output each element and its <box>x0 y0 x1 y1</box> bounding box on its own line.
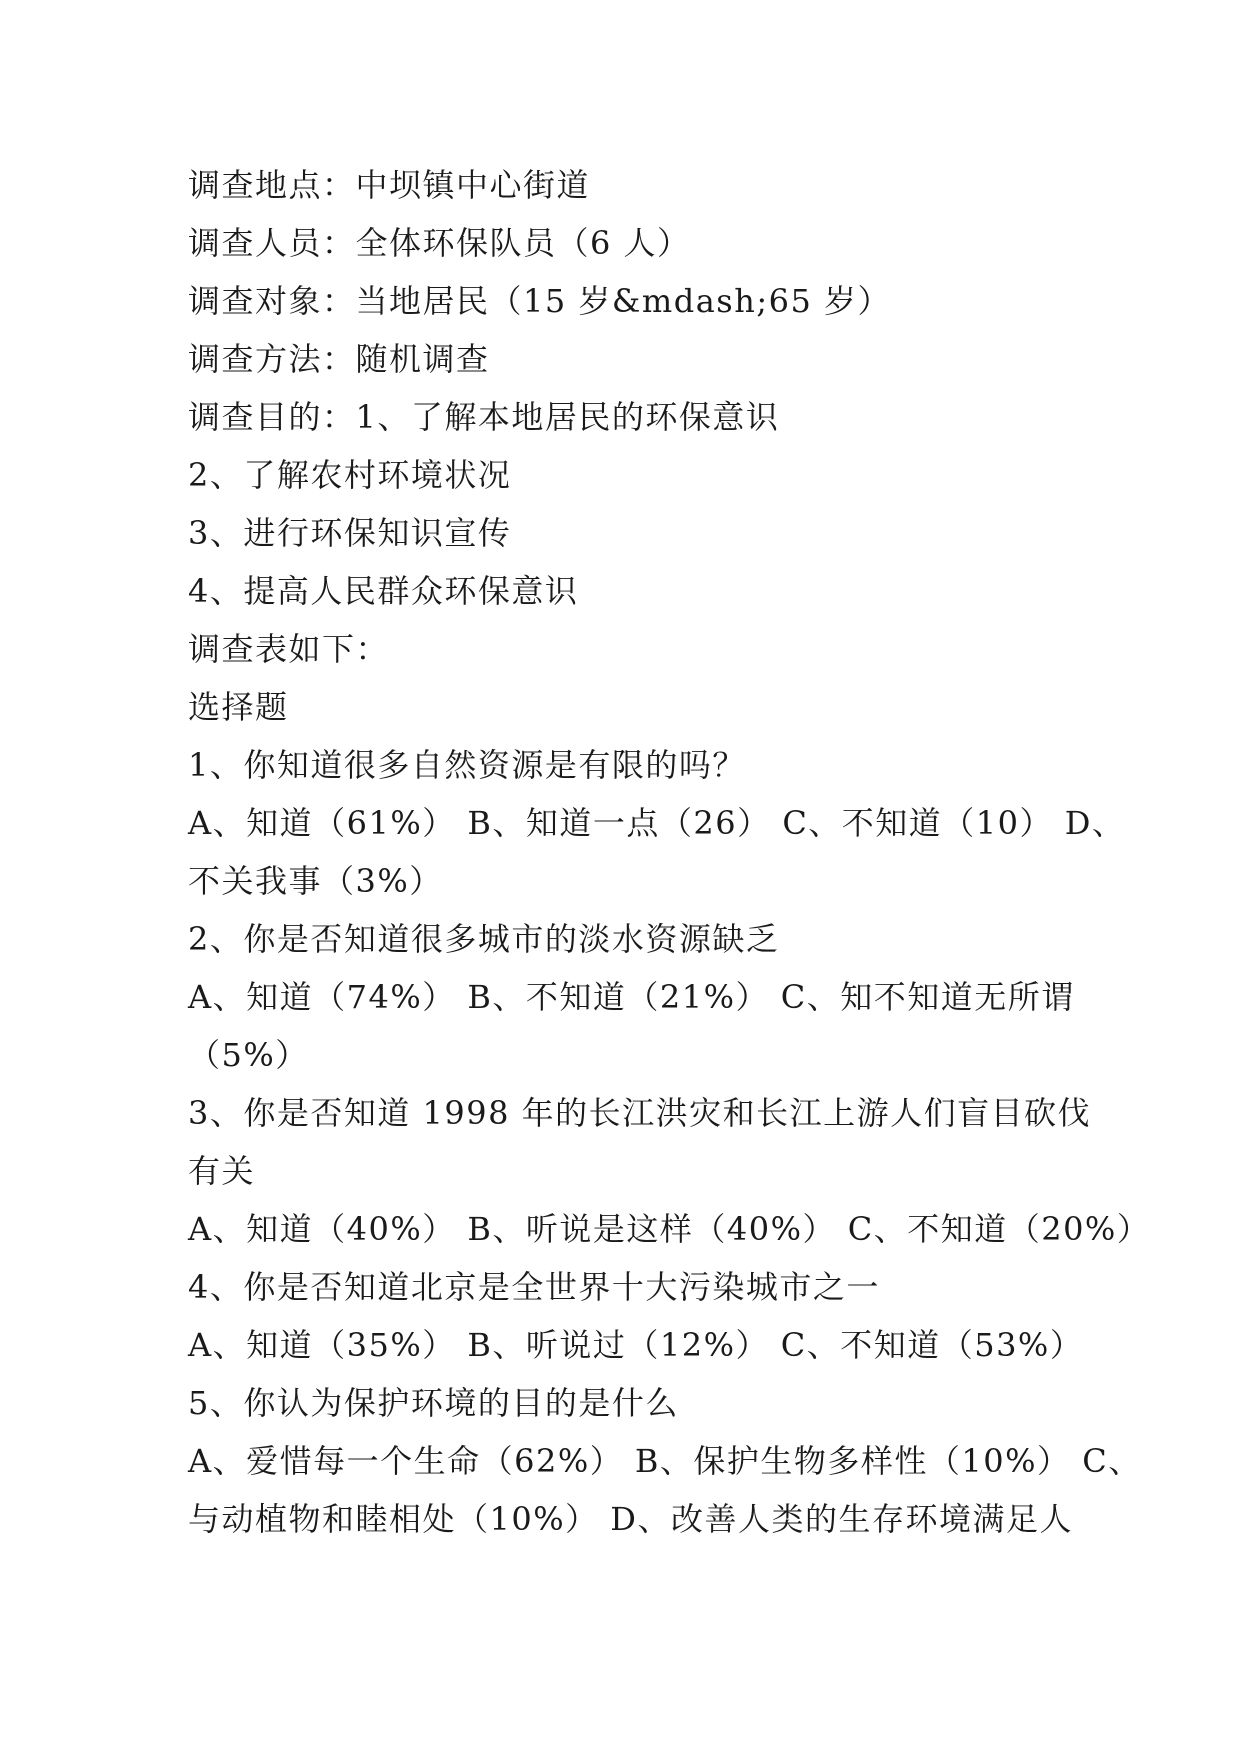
answer-options: A、知道（74%） B、不知道（21%） C、知不知道无所谓 <box>188 978 1075 1016</box>
survey-purpose-item: 3、进行环保知识宣传 <box>188 514 512 552</box>
answer-options: 与动植物和睦相处（10%） D、改善人类的生存环境满足人 <box>188 1500 1073 1538</box>
survey-table-heading: 调查表如下： <box>188 630 390 668</box>
answer-options: A、知道（35%） B、听说过（12%） C、不知道（53%） <box>188 1326 1084 1364</box>
survey-staff-line: 调查人员：全体环保队员（6 人） <box>188 224 691 262</box>
survey-location-line: 调查地点：中坝镇中心街道 <box>188 166 591 204</box>
survey-purpose-line: 调查目的：1、了解本地居民的环保意识 <box>188 398 780 436</box>
question-text: 有关 <box>188 1152 256 1190</box>
document-body <box>188 156 1151 1548</box>
question-text: 1、你知道很多自然资源是有限的吗？ <box>188 746 746 784</box>
answer-options: （5%） <box>188 1036 309 1074</box>
survey-purpose-item: 2、了解农村环境状况 <box>188 456 512 494</box>
question-text: 3、你是否知道 1998 年的长江洪灾和长江上游人们盲目砍伐 <box>188 1094 1092 1132</box>
question-text: 4、你是否知道北京是全世界十大污染城市之一 <box>188 1268 880 1306</box>
answer-options: A、知道（61%） B、知道一点（26） C、不知道（10） D、 <box>188 804 1126 842</box>
section-heading: 选择题 <box>188 688 289 726</box>
answer-options: A、爱惜每一个生命（62%） B、保护生物多样性（10%） C、 <box>188 1442 1142 1480</box>
survey-method-line: 调查方法：随机调查 <box>188 340 490 378</box>
answer-options: 不关我事（3%） <box>188 862 443 900</box>
question-text: 5、你认为保护环境的目的是什么 <box>188 1384 679 1422</box>
survey-subjects-line: 调查对象：当地居民（15 岁&mdash;65 岁） <box>188 282 891 320</box>
question-text: 2、你是否知道很多城市的淡水资源缺乏 <box>188 920 780 958</box>
answer-options: A、知道（40%） B、听说是这样（40%） C、不知道（20%） <box>188 1210 1151 1248</box>
survey-purpose-item: 4、提高人民群众环保意识 <box>188 572 579 610</box>
